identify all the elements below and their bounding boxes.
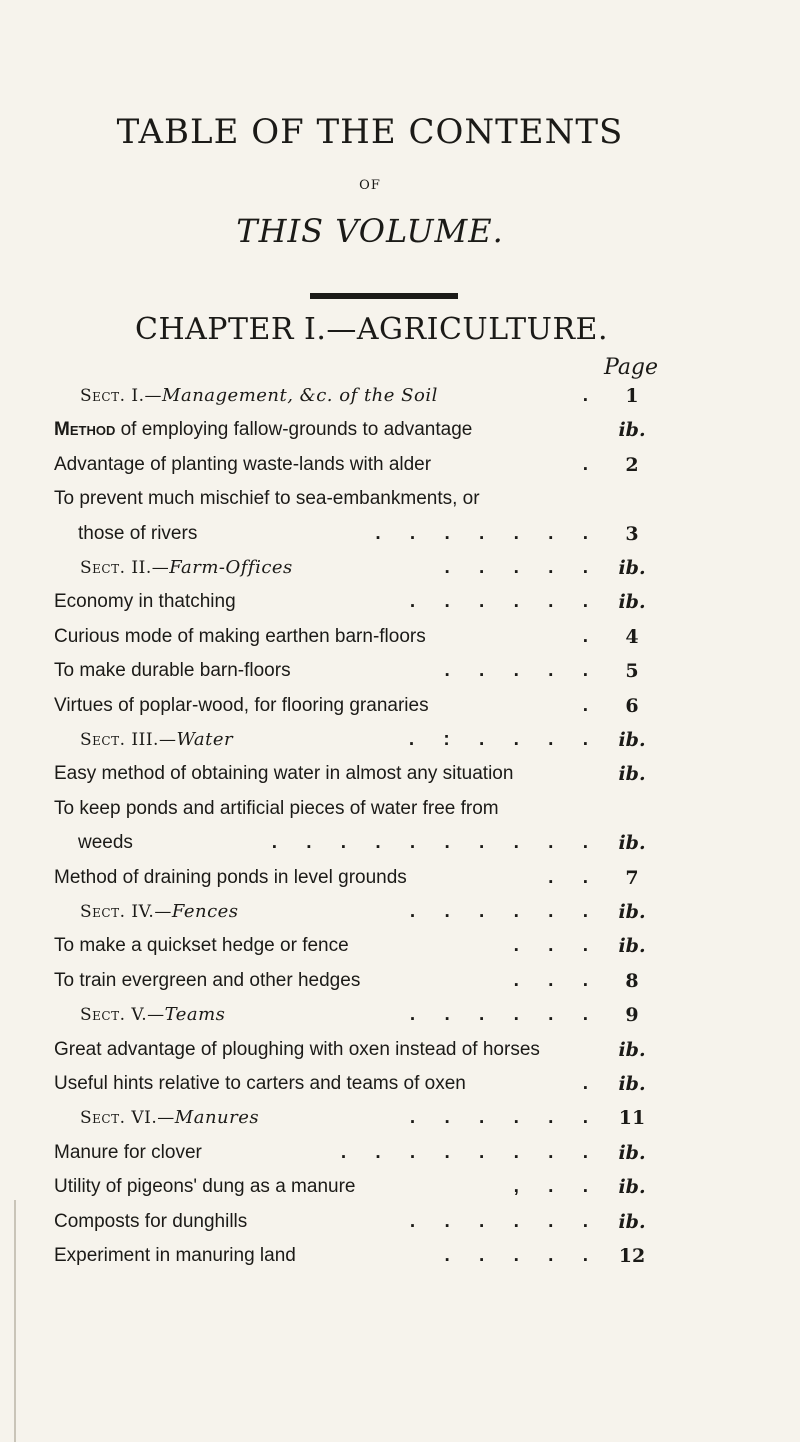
dot-leader: . . . . . . (409, 591, 600, 613)
section-heading (80, 1107, 259, 1128)
page-number: 12 (618, 1245, 646, 1267)
dot-leader: , . . (513, 1176, 600, 1198)
dot-leader: . . (548, 866, 600, 888)
dot-leader: . (582, 1073, 600, 1094)
toc-entry (0, 935, 800, 969)
toc-entry (0, 591, 800, 625)
page-number: ib. (618, 901, 646, 923)
toc-entry (0, 867, 800, 901)
dot-leader: . . . . . . . . (340, 1141, 600, 1163)
dot-leader: . . . . . . . (375, 522, 600, 544)
section-title: Manures (174, 1107, 260, 1129)
page-number: ib. (618, 763, 646, 786)
toc-entry (0, 660, 800, 694)
dot-leader: . . . . . (444, 660, 600, 682)
entry-title: To keep ponds and artificial pieces of water free from (54, 797, 499, 819)
dot-leader: . : . . . . (408, 729, 600, 750)
toc-entry (0, 798, 800, 832)
section-title: Fences (171, 901, 239, 922)
section-dash: — (157, 1108, 175, 1129)
entry-title: weeds (78, 832, 133, 854)
section-title: Management, &c. of the Soil (162, 385, 438, 406)
section-number: Sect. VI. (80, 1108, 158, 1129)
title-rule (310, 293, 458, 299)
toc-entry (0, 970, 800, 1004)
section-title: Teams (164, 1004, 226, 1026)
section-heading (80, 557, 293, 578)
entry-title (54, 419, 472, 441)
entry-lead-word: Method (54, 419, 116, 441)
page-number: 1 (625, 385, 639, 407)
toc-entry (0, 523, 800, 557)
dot-leader: . . . . . . (409, 1107, 600, 1129)
dot-leader: . (582, 625, 600, 647)
page-number: ib. (618, 1176, 646, 1199)
entry-title: Composts for dunghills (54, 1210, 248, 1232)
section-dash: — (144, 386, 163, 406)
toc-entry (0, 1039, 800, 1073)
page-number: 4 (625, 625, 639, 648)
dot-leader: . . . . . (444, 1245, 600, 1266)
toc-entry (0, 1107, 800, 1141)
toc-entry (0, 419, 800, 453)
toc-entry (0, 1245, 800, 1279)
contents-of: OF (359, 178, 381, 193)
toc-entry (0, 557, 800, 591)
toc-entry (0, 1142, 800, 1176)
toc-entry (0, 1176, 800, 1210)
entry-title: those of rivers (78, 522, 198, 544)
section-heading (80, 901, 239, 922)
section-title: Farm-Offices (169, 557, 293, 578)
page-number: ib. (618, 1141, 646, 1164)
entry-title: Experiment in manuring land (54, 1245, 296, 1266)
section-heading (80, 1004, 225, 1025)
page-number: ib. (618, 1038, 646, 1061)
page-number: ib. (618, 419, 646, 442)
entry-title: Method of draining ponds in level grounds (54, 866, 407, 888)
page-column-label: Page (604, 355, 659, 380)
contents-title: TABLE OF THE CONTENTS (116, 112, 624, 152)
section-title: Water (176, 729, 234, 750)
page-number: ib. (618, 729, 646, 751)
toc-entry (0, 729, 800, 763)
section-number: Sect. II. (80, 558, 152, 578)
page-number: 6 (625, 694, 639, 717)
entry-title: Economy in thatching (54, 591, 236, 613)
dot-leader: . . . (513, 935, 600, 957)
entry-title: To make durable barn-floors (54, 660, 291, 682)
toc-entry (0, 488, 800, 522)
entry-title: Advantage of planting waste-lands with alder (54, 453, 432, 475)
dot-leader: . . . . . . . . . . (271, 832, 600, 854)
section-dash: — (151, 558, 170, 578)
page-number: 7 (625, 866, 639, 889)
entry-title: Utility of pigeons' dung as a manure (54, 1176, 356, 1198)
section-heading (80, 385, 438, 406)
page-number: ib. (618, 591, 646, 614)
dot-leader: . . . . . . (409, 1004, 600, 1026)
toc-entry (0, 626, 800, 660)
dot-leader: . . . (513, 969, 600, 991)
entry-title: Virtues of poplar-wood, for flooring granaries (54, 694, 429, 716)
toc-entry (0, 385, 800, 419)
page-number: 9 (625, 1004, 639, 1027)
entry-title: Manure for clover (54, 1141, 202, 1163)
dot-leader: . (582, 453, 600, 475)
page-number: 2 (625, 453, 639, 476)
page-number: ib. (618, 832, 646, 855)
page-number: 8 (625, 969, 639, 992)
section-heading (80, 729, 233, 750)
volume-title: THIS VOLUME. (236, 212, 504, 250)
page-number: 11 (618, 1107, 646, 1130)
toc-entry (0, 763, 800, 797)
toc-entry (0, 901, 800, 935)
entry-title: Great advantage of ploughing with oxen instead of horses (54, 1038, 540, 1060)
entry-title: Useful hints relative to carters and teams of oxen (54, 1073, 466, 1094)
entry-title: To make a quickset hedge or fence (54, 935, 349, 957)
entry-text: of employing fallow-grounds to advantage (115, 419, 473, 441)
toc-entry (0, 1211, 800, 1245)
dot-leader: . (582, 694, 600, 716)
dot-leader: . . . . . (444, 557, 600, 578)
entry-title: Curious mode of making earthen barn-floors (54, 625, 426, 647)
toc-entry (0, 832, 800, 866)
toc-entry (0, 1073, 800, 1107)
page-number: 3 (625, 522, 639, 545)
section-number: Sect. V. (80, 1005, 148, 1026)
page-number: 5 (625, 660, 639, 683)
entry-title: Easy method of obtaining water in almost any situation (54, 763, 514, 785)
page-number: ib. (618, 1210, 646, 1233)
section-dash: — (147, 1005, 165, 1026)
toc-entry (0, 1004, 800, 1038)
dot-leader: . (582, 385, 600, 406)
section-number: Sect. III. (80, 730, 159, 750)
section-dash: — (158, 730, 177, 750)
page-number: ib. (618, 935, 646, 958)
page-number: ib. (618, 1073, 646, 1095)
section-number: Sect. IV. (80, 902, 155, 922)
page-number: ib. (618, 557, 646, 579)
dot-leader: . . . . . . (409, 901, 600, 922)
entry-title: To train evergreen and other hedges (54, 969, 361, 991)
toc-entry (0, 454, 800, 488)
section-number: Sect. I. (80, 386, 145, 406)
toc-entry (0, 695, 800, 729)
chapter-heading: CHAPTER I.—AGRICULTURE. (135, 312, 608, 347)
entry-title: To prevent much mischief to sea-embankments, or (54, 488, 480, 510)
section-dash: — (154, 902, 172, 922)
dot-leader: . . . . . . (409, 1210, 600, 1232)
